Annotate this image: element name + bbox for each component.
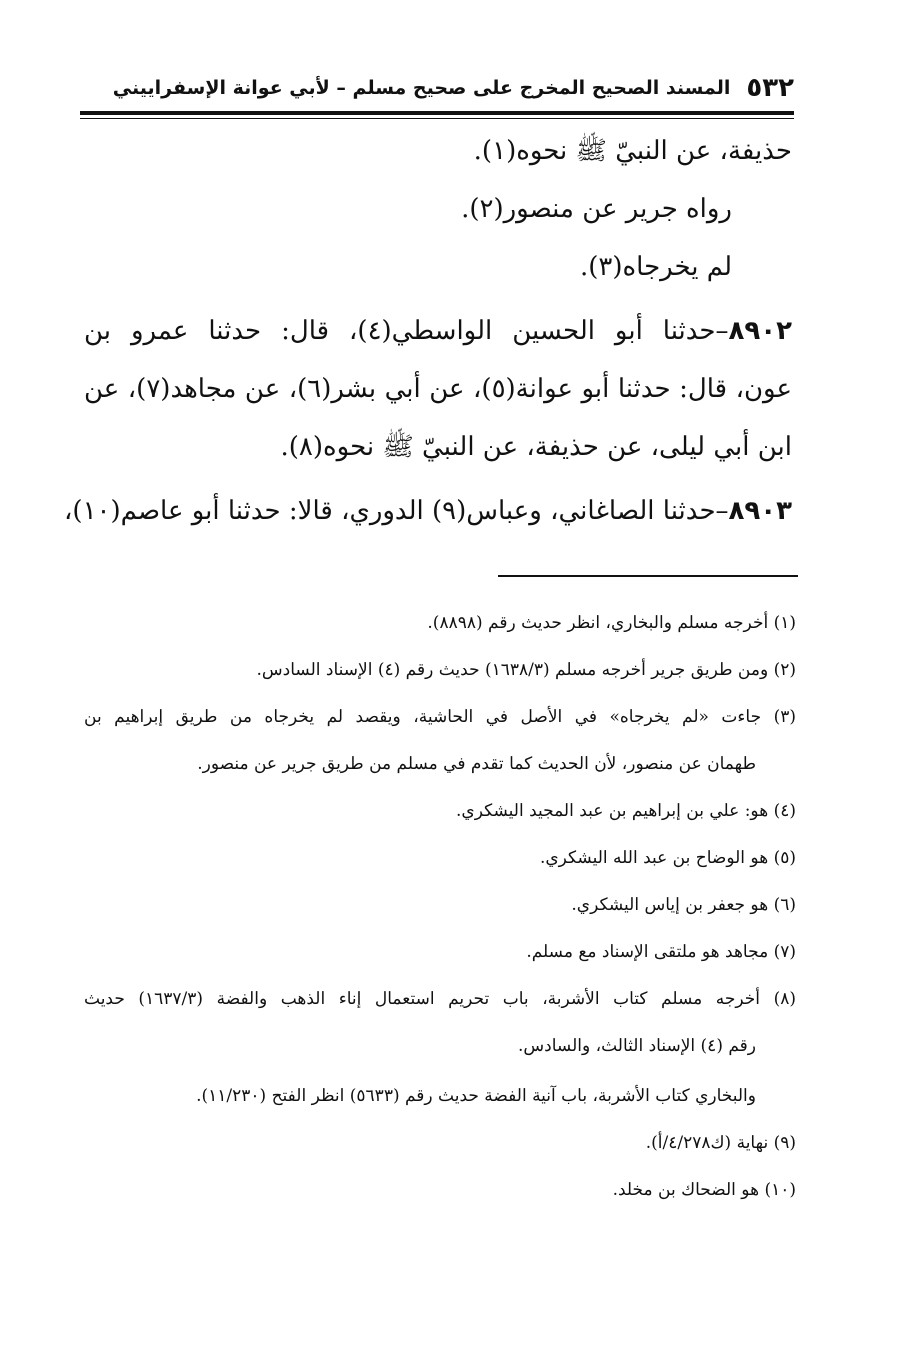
footnote: (٩) نهاية (ك٤/٢٧٨/أ).: [645, 1133, 796, 1153]
footnote: (١٠) هو الضحاك بن مخلد.: [612, 1180, 796, 1200]
main-line: عون، قال: حدثنا أبو عوانة(٥)، عن أبي بشر(٦)، عن مجاهد(٧)، عن: [84, 374, 792, 404]
footnote-continuation: رقم (٤) الإسناد الثالث، والسادس.: [518, 1036, 756, 1056]
footnotes: [84, 600, 796, 1214]
main-line: رواه جرير عن منصور(٢).: [461, 194, 732, 224]
main-line: حذيفة، عن النبيّ ﷺ نحوه(١).: [473, 136, 792, 166]
footnote-continuation: والبخاري كتاب الأشربة، باب آنية الفضة حديث رقم (٥٦٣٣) انظر الفتح (١١/٢٣٠).: [196, 1086, 756, 1106]
main-text: [64, 122, 792, 540]
footnote: (٥) هو الوضاح بن عبد الله اليشكري.: [539, 848, 796, 868]
footnote-separator: [498, 575, 798, 577]
hadith-number: ٨٩٠٢: [728, 316, 792, 346]
footnote: (١) أخرجه مسلم والبخاري، انظر حديث رقم (٨٨٩٨).: [427, 613, 796, 633]
page-number: ٥٣٢: [746, 73, 794, 103]
footnote: (٤) هو: علي بن إبراهيم بن عبد المجيد اليشكري.: [455, 801, 796, 821]
running-header: [80, 66, 794, 110]
footnote: (٨) أخرجه مسلم كتاب الأشربة، باب تحريم استعمال إناء الذهب والفضة (١٦٣٧/٣) حديث: [84, 989, 796, 1009]
main-line: لم يخرجاه(٣).: [579, 252, 732, 282]
footnote: (٢) ومن طريق جرير أخرجه مسلم (١٦٣٨/٣) حديث رقم (٤) الإسناد السادس.: [256, 660, 796, 680]
footnote: (٣) جاءت «لم يخرجاه» في الأصل في الحاشية، ويقصد لم يخرجاه من طريق إبراهيم بن: [84, 707, 796, 727]
footnote: (٦) هو جعفر بن إياس اليشكري.: [571, 895, 796, 915]
book-title: المسند الصحيح المخرج على صحيح مسلم – لأبي عوانة الإسفراييني: [112, 77, 731, 99]
header-rule-thick: [80, 111, 794, 115]
footnote: (٧) مجاهد هو ملتقى الإسناد مع مسلم.: [526, 942, 796, 962]
hadith-line: ٨٩٠٢–حدثنا أبو الحسين الواسطي(٤)، قال: حدثنا عمرو بن: [84, 316, 792, 346]
hadith-line: ٨٩٠٣–حدثنا الصاغاني، وعباس(٩) الدوري، قالا: حدثنا أبو عاصم(١٠)،: [64, 496, 792, 526]
footnote-continuation: طهمان عن منصور، لأن الحديث كما تقدم في مسلم من طريق جرير عن منصور.: [197, 754, 756, 774]
header-rule-thin: [80, 118, 794, 119]
main-line: ابن أبي ليلى، عن حذيفة، عن النبيّ ﷺ نحوه(٨).: [280, 432, 792, 462]
hadith-number: ٨٩٠٣: [728, 496, 792, 526]
